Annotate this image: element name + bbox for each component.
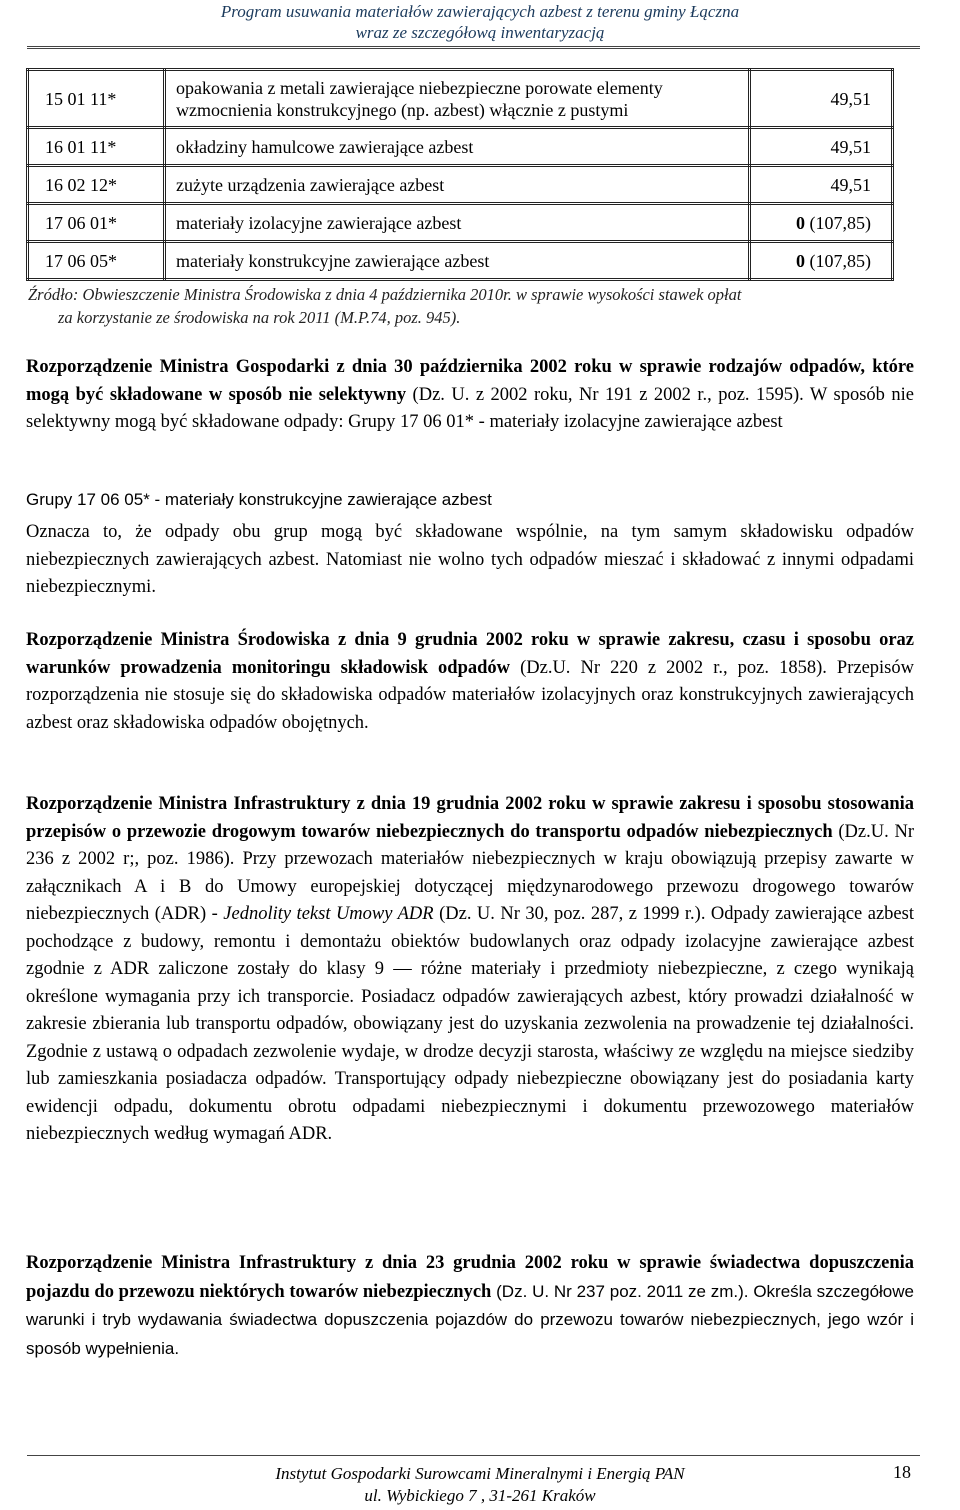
table-row	[28, 204, 893, 242]
fee-rate	[750, 242, 893, 280]
waste-description: materiały konstrukcyjne zawierające azbest	[165, 242, 750, 280]
fee-rate	[750, 128, 893, 166]
fee-rate-bold: 0	[796, 250, 805, 271]
waste-code: 17 06 05*	[28, 242, 165, 280]
regulation-title: Rozporządzenie Ministra Infrastruktury z dnia 19 grudnia 2002 roku w sprawie zakresu i sposobu stosowania przepisów o przewozie drogowym towarów niebezpiecznych do transportu odpadów niebezpiecznych	[26, 794, 914, 842]
fee-rate	[750, 204, 893, 242]
paragraph-group-17-06-05	[26, 486, 914, 514]
footer-divider	[27, 1455, 920, 1456]
page-number: 18	[893, 1462, 911, 1482]
footer-institute: Instytut Gospodarki Surowcami Mineralnymi i Energią PAN	[275, 1464, 685, 1483]
paragraph-regulation-infrastructure-19	[26, 791, 914, 1149]
header-subtitle: wraz ze szczegółową inwentaryzacją	[355, 23, 605, 42]
page-footer	[0, 1463, 960, 1507]
paragraph-regulation-environment	[26, 627, 914, 737]
table-row	[28, 128, 893, 166]
waste-description: zużyte urządzenia zawierające azbest	[165, 166, 750, 204]
fee-rate	[750, 166, 893, 204]
fee-rate	[750, 70, 893, 128]
paragraph-text: (Dz. U. Nr 30, poz. 287, z 1999 r.). Odpady zawierające azbest pochodzące z budowy, remontu i demontażu obiektów budowlanych oraz odpady izolacyjne zawierające azbest zgodnie z ADR zaliczone zostały do klasy 9 — różne materiały i przedmioty niebezpieczne, z czego wynikają określone wymagania przy ich transporcie. Posiadacz odpadów zawierających azbest, który prowadzi działalność w zakresie zbierania lub transportu odpadów, obowiązany jest do uzyskania zezwolenia na prowadzenie tej działalności. Zgodnie z ustawą o odpadach zezwolenie wydaje, w drodze decyzji starosta, właściwy ze względu na miejsce siedziby lub zamieszkania posiadacza odpadów. Transportujący odpady niebezpieczne obowiązany jest do posiadania karty ewidencji odpadu, dokumentu obrotu odpadami niebezpiecznymi i dokumentu przewozowego materiałów niebezpiecznych według wymagań ADR.	[26, 904, 914, 1144]
source-line-2: za korzystanie ze środowiska na rok 2011 (M.P.74, poz. 945).	[58, 308, 461, 327]
regulation-title: Rozporządzenie Ministra Środowiska z dnia 9 grudnia 2002 roku w sprawie zakresu, czasu i sposobu oraz warunków prowadzenia monitoringu składowisk odpadów	[26, 630, 914, 678]
source-line-1: Źródło: Obwieszczenie Ministra Środowiska z dnia 4 października 2010r. w sprawie wysokości stawek opłat	[28, 285, 742, 304]
regulation-title: Rozporządzenie Ministra Infrastruktury z dnia 23 grudnia 2002 roku w sprawie świadectwa dopuszczenia pojazdu do przewozu niektórych towarów niebezpiecznych	[26, 1253, 914, 1302]
paragraph-text: (Dz.U. Nr 236 z 2002 r;, poz. 1986). Przy przewozach materiałów niebezpiecznych w kraju obowiązują przepisy zawarte w załącznikach A i B do Umowy europejskiej dotyczącej międzynarodowego przewozu drogowego towarów niebezpiecznych (ADR) -	[26, 821, 914, 924]
fee-rate-bold: 0	[796, 212, 805, 233]
table-row	[28, 242, 893, 280]
paragraph-text: Oznacza to, że odpady obu grup mogą być składowane wspólnie, na tym samym składowisku odpadów niebezpiecznych zawierających azbest. Natomiast nie wolno tych odpadów mieszać i składować z innymi odpadami niebezpiecznymi.	[26, 522, 914, 597]
table-row	[28, 166, 893, 204]
paragraph-storage-note	[26, 519, 914, 602]
paragraph-regulation-economy	[26, 354, 914, 437]
paragraph-text: (Dz. U. z 2002 roku, Nr 191 z 2002 r., poz. 1595). W sposób nie selektywny mogą być składowane odpady: Grupy 17 06 01* - materiały izolacyjne zawierające azbest	[26, 384, 914, 432]
waste-codes-table	[26, 68, 894, 281]
fee-rate-value: 49,51	[830, 88, 871, 109]
header-divider	[27, 46, 920, 49]
fee-rate-value: (107,85)	[805, 250, 871, 271]
table-source-note	[28, 283, 908, 329]
footer-address: ul. Wybickiego 7 , 31-261 Kraków	[364, 1486, 596, 1505]
waste-description: materiały izolacyjne zawierające azbest	[165, 204, 750, 242]
waste-description: okładziny hamulcowe zawierające azbest	[165, 128, 750, 166]
running-header	[0, 0, 960, 43]
adr-title: Jednolity tekst Umowy ADR	[223, 904, 434, 924]
table-row	[28, 70, 893, 128]
regulation-title: Rozporządzenie Ministra Gospodarki z dnia 30 października 2002 roku w sprawie rodzajów odpadów, które mogą być składowane w sposób nie selektywny	[26, 357, 914, 405]
paragraph-text: Grupy 17 06 05* - materiały konstrukcyjne zawierające azbest	[26, 490, 492, 509]
waste-description: opakowania z metali zawierające niebezpieczne porowate elementy wzmocnienia konstrukcyjnego (np. azbest) włącznie z pustymi	[165, 70, 750, 128]
header-title: Program usuwania materiałów zawierających azbest z terenu gminy Łączna	[220, 2, 740, 21]
waste-code: 15 01 11*	[28, 70, 165, 128]
fee-rate-value: (107,85)	[805, 212, 871, 233]
waste-code: 16 02 12*	[28, 166, 165, 204]
paragraph-text: (Dz.U. Nr 220 z 2002 r., poz. 1858). Przepisów rozporządzenia nie stosuje się do składowiska odpadów materiałów izolacyjnych oraz konstrukcyjnych zawierających azbest oraz składowiska odpadów obojętnych.	[26, 657, 914, 733]
fee-rate-value: 49,51	[830, 174, 871, 195]
fee-rate-value: 49,51	[830, 136, 871, 157]
waste-code: 16 01 11*	[28, 128, 165, 166]
paragraph-regulation-infrastructure-23	[26, 1250, 914, 1363]
waste-code: 17 06 01*	[28, 204, 165, 242]
paragraph-text: (Dz. U. Nr 237 poz. 2011 ze zm.). Określa szczegółowe warunki i tryb wydawania świadectwa dopuszczenia pojazdów do przewozu towarów niebezpiecznych, jego wzór i sposób wypełnienia.	[26, 1281, 914, 1358]
